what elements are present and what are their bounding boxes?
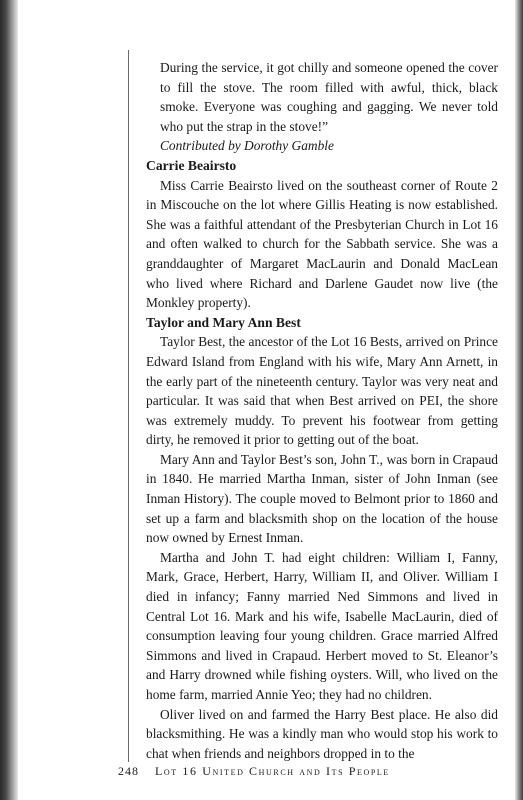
- intro-credit: Contributed by Dorothy Gamble: [160, 138, 334, 154]
- page-number: 248: [118, 764, 139, 778]
- best-paragraph-1: Taylor Best, the ancestor of the Lot 16 Bests, arrived on Prince Edward Island from England with his wife, Mary Ann Arnett, in the early part of the nineteenth century. Taylor was very neat and particular. It was said that when Best arrived on PEI, the shore was extremely muddy. To prevent his footwear from getting dirty, he removed it prior to getting out of the boat.: [146, 334, 498, 448]
- section-heading-carrie-beairsto: Carrie Beairsto: [146, 157, 237, 173]
- intro-paragraph: During the service, it got chilly and someone opened the cover to fill the stove. The room filled with awful, thick, black smoke. Everyone was coughing and gagging. We never told who put the strap in the stove!”: [160, 60, 498, 134]
- scan-edge-left: [0, 0, 18, 800]
- best-paragraph-4: Oliver lived on and farmed the Harry Best place. He also did blacksmithing. He was a kindly man who would stop his work to chat when friends and neighbors dropped in to the: [146, 706, 498, 761]
- best-paragraph-3: Martha and John T. had eight children: William I, Fanny, Mark, Grace, Herbert, Harry, William II, and Oliver. William I died in infancy; Fanny married Ned Simmons and lived in Central Lot 16. Mark and his wife, Isabelle MacLaurin, died of consumption leaving four young children. Grace married Alfred Simmons and lived in Crapaud. Herbert moved to St. Eleanor’s and Harry drowned while fishing oysters. Will, who lived on the home farm, married Annie Yeo; they had no children.: [146, 549, 498, 702]
- best-paragraph-2: Mary Ann and Taylor Best’s son, John T., was born in Crapaud in 1840. He married Martha Inman, sister of John Inman (see Inman History). The couple moved to Belmont prior to 1860 and set up a farm and blacksmith shop on the location of the house now owned by Ernest Inman.: [146, 451, 498, 546]
- margin-rule: [128, 50, 129, 762]
- page-footer: [118, 764, 390, 779]
- scan-edge-right: [515, 0, 523, 800]
- running-title: Lot 16 United Church and Its People: [155, 764, 390, 778]
- section-heading-taylor-mary-ann-best: Taylor and Mary Ann Best: [146, 314, 301, 330]
- carrie-beairsto-paragraph: Miss Carrie Beairsto lived on the southeast corner of Route 2 in Miscouche on the lot where Gillis Heating is now established. She was a faithful attendant of the Presbyterian Church in Lot 16 and often walked to church for the Sabbath service. She was a granddaughter of Margaret MacLaurin and Donald MacLean who lived where Richard and Darlene Gaudet now live (the Monkley property).: [146, 177, 498, 311]
- page-body: [146, 58, 498, 763]
